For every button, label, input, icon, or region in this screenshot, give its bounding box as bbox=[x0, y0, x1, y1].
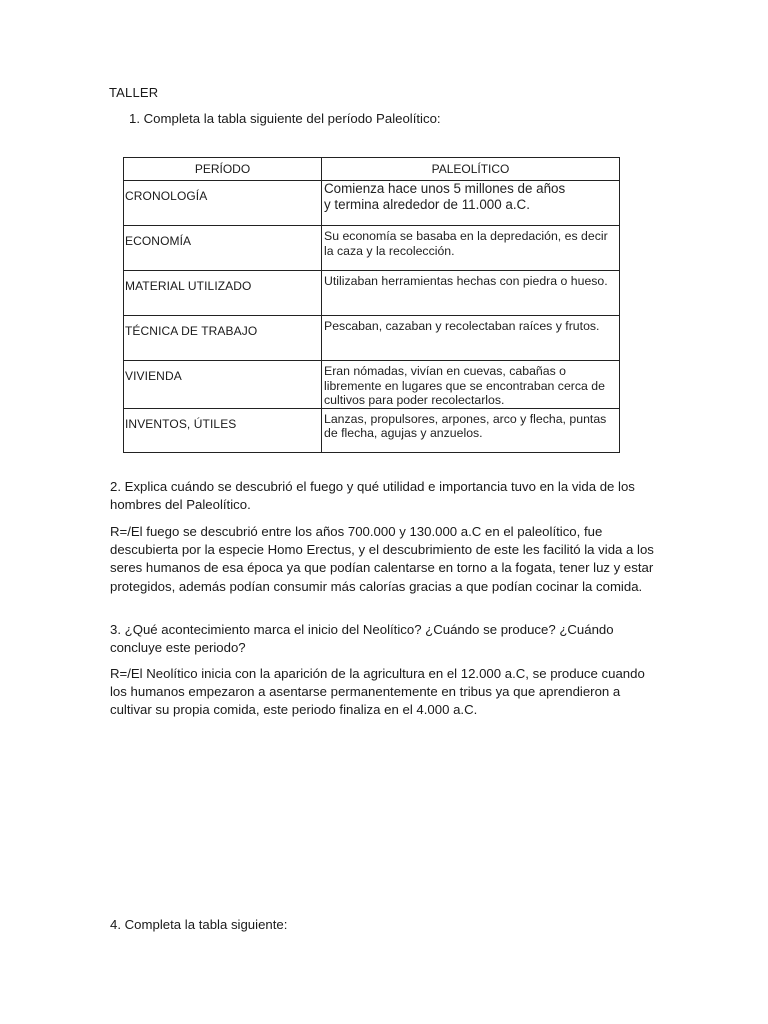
document-title: TALLER bbox=[109, 85, 159, 100]
row-value-cell bbox=[322, 271, 620, 316]
table-row bbox=[124, 316, 620, 361]
row-value-cell bbox=[322, 408, 620, 452]
row-label-cell bbox=[124, 271, 322, 316]
table-row bbox=[124, 181, 620, 226]
row-value: Eran nómadas, vivían en cuevas, cabañas o libremente en lugares que se encontraban cerca de cultivos para poder recolectarlos. bbox=[324, 364, 605, 408]
row-label-cell bbox=[124, 361, 322, 409]
row-value-cell bbox=[322, 361, 620, 409]
row-label-cell bbox=[124, 316, 322, 361]
table-row bbox=[124, 408, 620, 452]
answer-3: R=/El Neolítico inicia con la aparición de la agricultura en el 12.000 a.C, se produce cuando los humanos empezaron a asentarse permanentemente en tribus ya que aprendieron a cultivar su propia comida, este periodo finaliza en el 4.000 a.C. bbox=[110, 666, 645, 718]
table-header-row bbox=[124, 158, 620, 181]
table-header-paleolithic: PALEOLÍTICO bbox=[322, 158, 620, 181]
table-row bbox=[124, 361, 620, 409]
row-label: TÉCNICA DE TRABAJO bbox=[125, 324, 258, 338]
row-label: ECONOMÍA bbox=[125, 234, 192, 248]
row-label-cell bbox=[124, 226, 322, 271]
question-1: 1. Completa la tabla siguiente del período Paleolítico: bbox=[129, 111, 441, 126]
row-value: Comienza hace unos 5 millones de años y termina alrededor de 11.000 a.C. bbox=[324, 181, 566, 212]
row-label-cell bbox=[124, 408, 322, 452]
question-2: 2. Explica cuándo se descubrió el fuego y qué utilidad e importancia tuvo en la vida de los hombres del Paleolítico. bbox=[110, 479, 635, 513]
row-value: Pescaban, cazaban y recolectaban raíces y frutos. bbox=[324, 319, 600, 333]
answer-2: R=/El fuego se descubrió entre los años 700.000 y 130.000 a.C en el paleolítico, fue descubierta por la especie Homo Erectus, y el descubrimiento de este les facilitó la vida a los seres humanos de esa época ya que podían calentarse en torno a la fogata, tener luz y estar protegidos, además podían consumir más calorías gracias a que podían cocinar la comida. bbox=[110, 524, 654, 594]
row-label: MATERIAL UTILIZADO bbox=[125, 279, 252, 293]
paleolithic-table bbox=[123, 157, 620, 453]
row-value: Utilizaban herramientas hechas con piedra o hueso. bbox=[324, 274, 608, 288]
row-value: Su economía se basaba en la depredación, es decir la caza y la recolección. bbox=[324, 229, 608, 258]
table-row bbox=[124, 271, 620, 316]
row-value-cell bbox=[322, 181, 620, 226]
question-4: 4. Completa la tabla siguiente: bbox=[110, 917, 288, 932]
row-value-cell bbox=[322, 226, 620, 271]
row-value-cell bbox=[322, 316, 620, 361]
row-label: VIVIENDA bbox=[125, 369, 182, 383]
row-value: Lanzas, propulsores, arpones, arco y flecha, puntas de flecha, agujas y anzuelos. bbox=[324, 411, 607, 441]
row-label: CRONOLOGÍA bbox=[125, 189, 208, 203]
question-3: 3. ¿Qué acontecimiento marca el inicio del Neolítico? ¿Cuándo se produce? ¿Cuándo concluye este periodo? bbox=[110, 622, 614, 656]
row-label-cell bbox=[124, 181, 322, 226]
table-header-period: PERÍODO bbox=[124, 158, 322, 181]
table-row bbox=[124, 226, 620, 271]
row-label: INVENTOS, ÚTILES bbox=[125, 416, 237, 431]
